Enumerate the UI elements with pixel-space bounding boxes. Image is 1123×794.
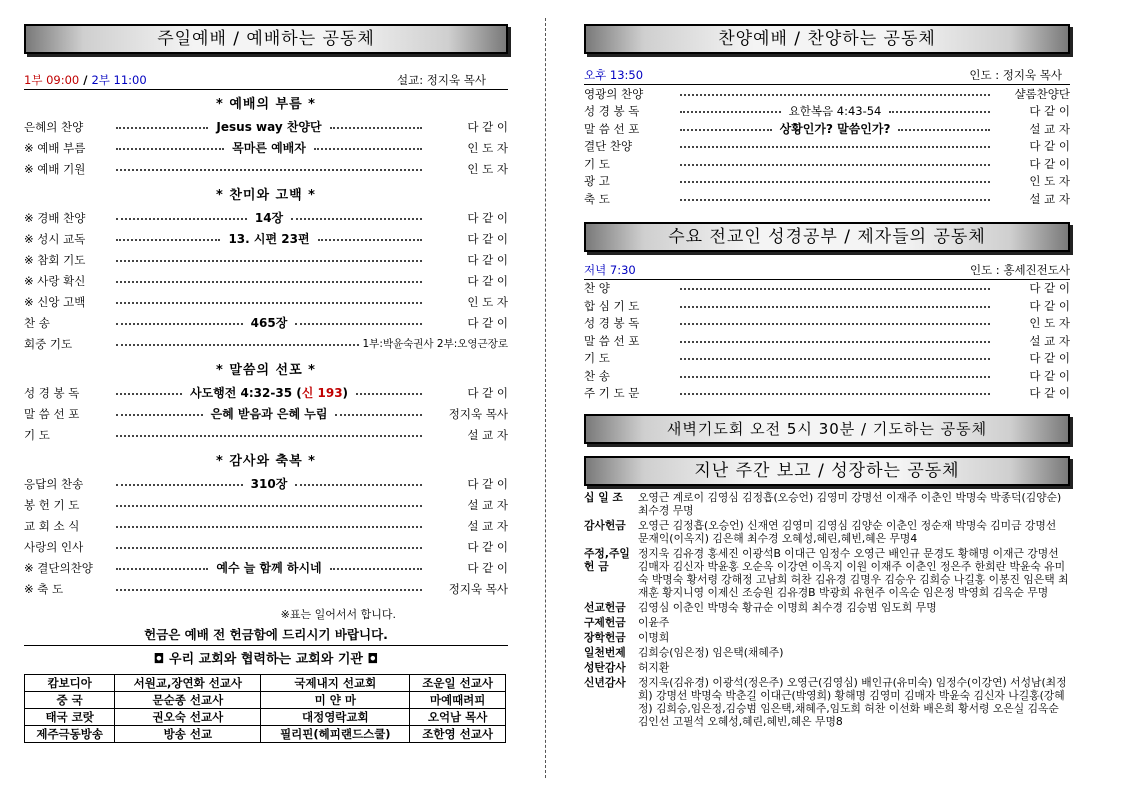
worship-order xyxy=(24,94,508,605)
report-names: 김희승(임은정) 임은택(채혜주) xyxy=(638,646,784,659)
weekly-report xyxy=(584,491,1070,728)
report-row xyxy=(584,601,1070,614)
second-service-time: 2부 11:00 xyxy=(91,73,147,87)
dot-leader xyxy=(680,288,990,290)
order-leader: 다 같 이 xyxy=(467,476,508,491)
content-text: 사도행전 4:32-35 ( xyxy=(189,386,302,400)
dot-leader xyxy=(116,505,422,507)
dot-leader xyxy=(680,146,990,148)
partner-cell: 대정영락교회 xyxy=(261,709,410,726)
order-label: ※ 사랑 확신 xyxy=(24,273,86,288)
partner-row xyxy=(25,709,506,726)
order-leader: 설 교 자 xyxy=(467,497,508,512)
order-label: ※ 성시 교독 xyxy=(24,231,86,246)
wednesday-header xyxy=(584,262,1070,280)
order-leader: 설 교 자 xyxy=(1029,121,1070,136)
content-text: 예수 늘 함께 하시네 xyxy=(216,561,322,575)
partners-table xyxy=(24,674,506,743)
order-row xyxy=(584,120,1070,138)
order-row xyxy=(24,312,508,333)
order-label: 응답의 찬송 xyxy=(24,476,84,491)
dot-leader xyxy=(680,376,990,378)
partner-cell: 미 얀 마 xyxy=(261,692,410,709)
order-leader: 다 같 이 xyxy=(467,273,508,288)
content-text: 14장 xyxy=(254,211,284,225)
order-leader: 다 같 이 xyxy=(1029,156,1070,171)
order-leader: 인 도 자 xyxy=(1029,316,1070,331)
partner-cell: 마예때려피 xyxy=(410,692,506,709)
dot-leader xyxy=(291,218,422,220)
partner-cell: 서원교,장연화 선교사 xyxy=(115,675,261,692)
time-separator: / xyxy=(79,73,92,87)
dot-leader xyxy=(889,111,990,113)
dot-leader xyxy=(116,127,208,129)
report-label: 신년감사 xyxy=(584,676,626,689)
dot-leader xyxy=(330,127,422,129)
dot-leader xyxy=(116,526,422,528)
order-label: 주 기 도 문 xyxy=(584,386,640,401)
content-text: 465장 xyxy=(250,316,288,330)
praise-time: 오후 13:50 xyxy=(584,68,644,82)
service-times-line xyxy=(24,72,508,90)
order-row xyxy=(24,116,508,137)
dot-leader xyxy=(116,239,220,241)
report-names: 오영근 김정흡(오승언) 신재연 김영미 김영심 김양순 이춘인 정순재 박명숙 김미금 강명선 문재익(이옥지) 김은해 최수경 오혜성,혜린,혜빈,혜은 무명4 xyxy=(638,519,1057,545)
report-row xyxy=(584,616,1070,629)
content-highlight: 신 193 xyxy=(301,386,343,400)
order-row xyxy=(584,350,1070,368)
dot-leader xyxy=(116,260,422,262)
dot-leader xyxy=(116,393,182,395)
report-row xyxy=(584,547,1070,599)
report-row xyxy=(584,646,1070,659)
order-leader: 1부:박윤숙권사 2부:오영근장로 xyxy=(362,338,508,350)
order-leader: 다 같 이 xyxy=(467,252,508,267)
order-row xyxy=(584,173,1070,191)
right-page xyxy=(584,0,1070,794)
order-row xyxy=(24,473,508,494)
wednesday-order xyxy=(584,280,1070,403)
order-row xyxy=(24,291,508,312)
order-row xyxy=(584,85,1070,103)
order-content xyxy=(207,405,332,422)
weekly-report-title: 지난 주간 보고 / 성장하는 공동체 xyxy=(584,456,1070,486)
left-page xyxy=(24,0,508,794)
dot-leader xyxy=(680,199,990,201)
dawn-prayer-title: 새벽기도회 오전 5시 30분 / 기도하는 공동체 xyxy=(584,414,1070,444)
report-label: 선교헌금 xyxy=(584,601,626,614)
partner-cell: 조한영 선교사 xyxy=(410,726,506,743)
dot-leader xyxy=(680,111,781,113)
dot-leader xyxy=(318,239,422,241)
order-row xyxy=(24,578,508,599)
dot-leader xyxy=(295,484,422,486)
order-leader: 설 교 자 xyxy=(1029,333,1070,348)
service-times xyxy=(24,72,147,89)
section-title: * 예배의 부름 * xyxy=(216,97,316,112)
order-leader: 정지욱 목사 xyxy=(448,581,508,596)
dot-leader xyxy=(116,547,422,549)
order-row xyxy=(24,137,508,158)
partners-title: ◘ 우리 교회와 협력하는 교회와 기관 ◘ xyxy=(153,652,379,667)
dot-leader xyxy=(680,164,990,166)
section-title: * 감사와 축복 * xyxy=(216,454,316,469)
order-label: 교 회 소 식 xyxy=(24,518,80,533)
report-label: 성탄감사 xyxy=(584,661,626,674)
dot-leader xyxy=(116,589,422,591)
report-label: 주정,주일 헌 금 xyxy=(584,547,630,573)
wednesday-leader: 인도 : 홍세진전도사 xyxy=(969,262,1070,277)
partner-row xyxy=(25,726,506,743)
order-content xyxy=(228,139,310,156)
order-leader: 샬롬찬양단 xyxy=(1014,86,1070,101)
partner-cell: 권오숙 선교사 xyxy=(115,709,261,726)
order-leader: 다 같 이 xyxy=(467,385,508,400)
order-content xyxy=(251,209,287,226)
report-label: 십 일 조 xyxy=(584,491,623,504)
order-leader: 설 교 자 xyxy=(467,427,508,442)
standing-note: ※표는 일어서서 합니다. xyxy=(280,608,396,621)
order-label: 기 도 xyxy=(24,427,50,442)
order-label: 회중 기도 xyxy=(24,336,73,351)
order-label: 영광의 찬양 xyxy=(584,86,644,101)
order-label: ※ 예배 기원 xyxy=(24,161,86,176)
order-row xyxy=(584,332,1070,350)
order-row xyxy=(584,315,1070,333)
offering-notice: 헌금은 예배 전 헌금함에 드리시기 바랍니다. xyxy=(24,625,508,646)
order-row xyxy=(584,385,1070,403)
report-names: 정지욱(김유경) 이광석(정은주) 오영근(김영심) 배인규(유미숙) 임정수(이강연) 서성남(최정희) 강명선 박명숙 박춘길 이대근(박영희) 황해명 김영미 김매자 박윤숙 김신자 나길홍(강혜정) 김희승,임은정,김승범 임은택,채혜주,임도희 허찬 이선화 배은희 황서령 오은실 김옥순 김인선 고필석 오혜성,혜린,혜빈,혜은 무명8 xyxy=(638,676,1067,728)
dot-leader xyxy=(680,341,990,343)
report-label: 일천번제 xyxy=(584,646,626,659)
order-leader: 인 도 자 xyxy=(467,161,508,176)
content-text: 목마른 예배자 xyxy=(232,141,306,155)
dot-leader xyxy=(314,148,422,150)
order-content: 요한복음 4:43-54 xyxy=(788,104,882,119)
order-content xyxy=(212,559,325,576)
content-text: Jesus way 찬양단 xyxy=(216,120,322,134)
order-label: 찬 송 xyxy=(24,315,50,330)
order-leader: 다 같 이 xyxy=(1029,139,1070,154)
order-content: 상황인가? 말씀인가? xyxy=(779,122,891,137)
order-content xyxy=(247,314,292,331)
order-leader: 다 같 이 xyxy=(467,560,508,575)
praise-leader: 인도 : 정지욱 목사 xyxy=(969,68,1062,82)
order-row xyxy=(584,190,1070,208)
dot-leader xyxy=(116,148,224,150)
content-text: 13. 시편 23편 xyxy=(228,232,310,246)
order-label: ※ 예배 부름 xyxy=(24,140,86,155)
dot-leader xyxy=(116,169,422,171)
partner-cell: 오억남 목사 xyxy=(410,709,506,726)
dot-leader xyxy=(116,344,359,346)
report-names: 이명희 xyxy=(638,631,670,644)
order-row xyxy=(584,138,1070,156)
order-leader: 다 같 이 xyxy=(467,315,508,330)
order-label: 기 도 xyxy=(584,351,610,366)
order-label: 찬 양 xyxy=(584,281,610,296)
order-label: 기 도 xyxy=(584,156,610,171)
order-label: 성 경 봉 독 xyxy=(584,104,640,119)
dot-leader xyxy=(335,414,422,416)
order-label: 성 경 봉 독 xyxy=(24,385,80,400)
order-leader: 정지욱 목사 xyxy=(448,406,508,421)
order-row xyxy=(24,403,508,424)
order-label: 합 심 기 도 xyxy=(584,298,640,313)
dot-leader xyxy=(680,393,990,395)
report-names: 정지욱 김유경 홍세진 이광석B 이대근 임정수 오영근 배인규 문경도 황해명 이재근 강명선 김매자 김신자 박윤홍 오순옥 이강연 이옥지 이원 이재주 이춘인 정은주 한희란 박윤숙 유미숙 박명숙 황서령 강해정 고남희 허찬 김유경 김명우 김승우 김희승 나길홍 이봉진 임은택 최재훈 황지니영 이제신 조승원 김유경B 박광희 유현주 이옥순 임은정 박영희 김옥순 무명 xyxy=(638,547,1069,599)
order-leader: 인 도 자 xyxy=(1029,174,1070,189)
order-row xyxy=(584,297,1070,315)
order-row xyxy=(24,249,508,270)
order-label: 찬 송 xyxy=(584,368,610,383)
order-row xyxy=(24,228,508,249)
partner-cell: 태국 코랏 xyxy=(25,709,115,726)
report-row xyxy=(584,519,1070,545)
dot-leader xyxy=(680,358,990,360)
order-row xyxy=(24,207,508,228)
dot-leader xyxy=(116,302,422,304)
wednesday-study-title: 수요 전교인 성경공부 / 제자들의 공동체 xyxy=(584,222,1070,252)
order-label: ※ 참회 기도 xyxy=(24,252,86,267)
order-row xyxy=(24,557,508,578)
report-label: 장학헌금 xyxy=(584,631,626,644)
order-leader: 다 같 이 xyxy=(1029,281,1070,296)
partner-cell: 방송 선교 xyxy=(115,726,261,743)
section-title: * 말씀의 선포 * xyxy=(216,363,316,378)
dot-leader xyxy=(680,306,990,308)
order-row xyxy=(24,270,508,291)
wednesday-time: 저녁 7:30 xyxy=(584,262,636,277)
order-leader: 다 같 이 xyxy=(467,119,509,134)
report-names: 김영심 이춘인 박명숙 황규순 이명희 최수경 김승범 임도희 무명 xyxy=(638,601,937,614)
content-text: 310장 xyxy=(250,477,288,491)
dot-leader xyxy=(116,484,243,486)
order-label: 축 도 xyxy=(584,191,610,206)
first-service-time: 1부 09:00 xyxy=(24,73,80,87)
dot-leader xyxy=(116,218,247,220)
order-leader: 다 같 이 xyxy=(467,210,509,225)
report-row xyxy=(584,631,1070,644)
order-row xyxy=(24,158,508,179)
order-leader: 다 같 이 xyxy=(467,231,508,246)
order-label: 봉 헌 기 도 xyxy=(24,497,80,512)
dot-leader xyxy=(116,281,422,283)
order-row xyxy=(24,515,508,536)
page-divider xyxy=(545,18,546,778)
order-label: 결단 찬양 xyxy=(584,139,633,154)
order-label: ※ 신앙 고백 xyxy=(24,294,86,309)
dot-leader xyxy=(116,414,203,416)
order-content xyxy=(247,475,292,492)
order-leader: 다 같 이 xyxy=(1029,104,1071,119)
order-row xyxy=(584,367,1070,385)
dot-leader xyxy=(680,94,990,96)
order-leader: 인 도 자 xyxy=(467,294,508,309)
order-content xyxy=(224,230,313,247)
report-label: 구제헌금 xyxy=(584,616,626,629)
praise-header xyxy=(584,67,1070,85)
dot-leader xyxy=(680,129,772,131)
report-names: 오영근 계로이 김영심 김정흡(오승언) 김영미 강명선 이재주 이춘인 박명숙 박종덕(김양순) 최수경 무명 xyxy=(638,491,1062,517)
preacher: 설교: 정지욱 목사 xyxy=(397,73,486,87)
order-label: 은혜의 찬양 xyxy=(24,119,84,134)
order-leader: 인 도 자 xyxy=(467,140,509,155)
order-label: ※ 결단의찬양 xyxy=(24,560,93,575)
order-label: 말 씀 선 포 xyxy=(24,406,80,421)
praise-order xyxy=(584,85,1070,208)
dot-leader xyxy=(116,435,422,437)
content-end: ) xyxy=(342,386,349,400)
order-leader: 다 같 이 xyxy=(1029,386,1070,401)
order-row xyxy=(24,333,508,354)
dot-leader xyxy=(116,568,208,570)
order-row xyxy=(24,424,508,445)
order-label: 사랑의 인사 xyxy=(24,539,84,554)
partner-cell: 중 국 xyxy=(25,692,115,709)
order-row xyxy=(584,103,1070,121)
report-names: 허지환 xyxy=(638,661,670,674)
order-leader: 다 같 이 xyxy=(1029,298,1070,313)
order-leader: 설 교 자 xyxy=(467,518,508,533)
content-text: 은혜 받음과 은혜 누림 xyxy=(210,407,328,421)
report-row xyxy=(584,676,1070,728)
dot-leader xyxy=(116,323,243,325)
report-label: 감사헌금 xyxy=(584,519,626,532)
partner-cell: 국제내지 선교회 xyxy=(261,675,410,692)
dot-leader xyxy=(680,323,990,325)
order-label: 성 경 봉 독 xyxy=(584,316,640,331)
order-label: ※ 축 도 xyxy=(24,581,64,596)
partner-row xyxy=(25,675,506,692)
order-row xyxy=(584,280,1070,298)
sunday-worship-title: 주일예배 / 예배하는 공동체 xyxy=(24,24,508,54)
report-row xyxy=(584,661,1070,674)
report-names: 이윤주 xyxy=(638,616,670,629)
order-content xyxy=(186,384,352,401)
order-row xyxy=(584,155,1070,173)
partner-cell: 필리핀(헤피랜드스쿨) xyxy=(261,726,410,743)
order-row xyxy=(24,382,508,403)
section-title: * 찬미와 고백 * xyxy=(216,188,316,203)
order-content xyxy=(212,118,325,135)
partner-cell: 캄보디아 xyxy=(25,675,115,692)
order-label: ※ 경배 찬양 xyxy=(24,210,86,225)
dot-leader xyxy=(680,181,990,183)
order-label: 말 씀 선 포 xyxy=(584,333,640,348)
order-label: 광 고 xyxy=(584,174,610,189)
order-leader: 다 같 이 xyxy=(1029,351,1070,366)
report-row xyxy=(584,491,1070,517)
partner-cell: 조운일 선교사 xyxy=(410,675,506,692)
dot-leader xyxy=(356,393,422,395)
order-row xyxy=(24,494,508,515)
partner-row xyxy=(25,692,506,709)
dot-leader xyxy=(330,568,422,570)
dot-leader xyxy=(295,323,422,325)
order-row xyxy=(24,536,508,557)
partner-cell: 문순종 선교사 xyxy=(115,692,261,709)
order-leader: 다 같 이 xyxy=(467,539,508,554)
order-leader: 다 같 이 xyxy=(1029,368,1070,383)
partner-cell: 제주극동방송 xyxy=(25,726,115,743)
order-leader: 설 교 자 xyxy=(1029,191,1070,206)
praise-worship-title: 찬양예배 / 찬양하는 공동체 xyxy=(584,24,1070,54)
dot-leader xyxy=(898,129,990,131)
order-label: 말 씀 선 포 xyxy=(584,121,640,136)
